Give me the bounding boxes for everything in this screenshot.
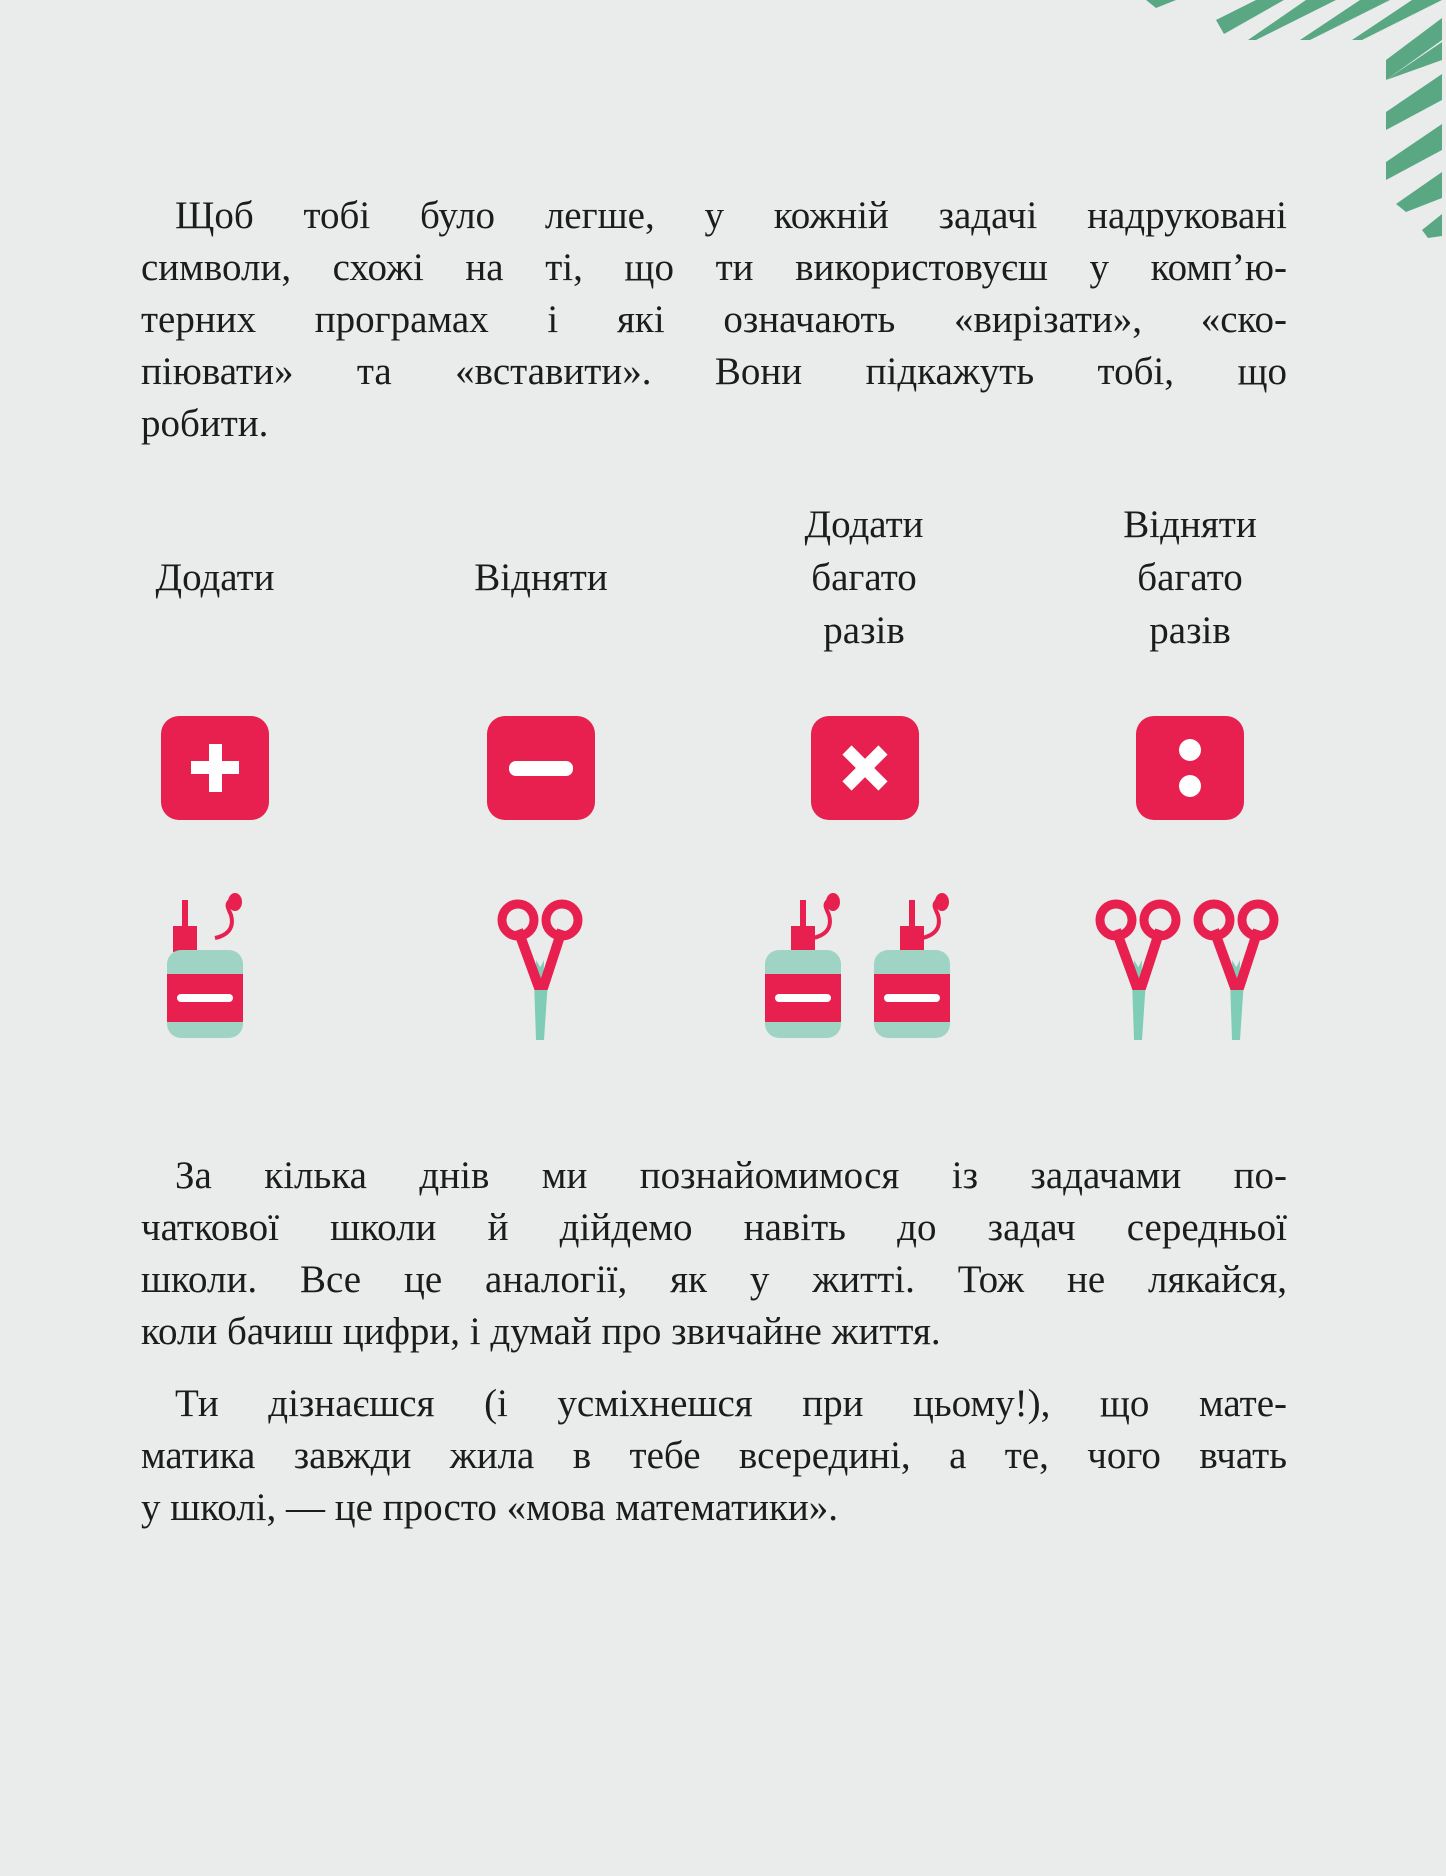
scissors-icon: [1192, 890, 1282, 1040]
glue-bottle-icon: [165, 890, 275, 1040]
label-line: Відняти: [1123, 503, 1257, 546]
label-line: разів: [823, 609, 905, 652]
text-line: За кілька днів ми познайомимося із задачами по-: [175, 1154, 1287, 1197]
text-line: Щоб тобі було легше, у кожній задачі надруковані: [175, 194, 1287, 237]
scissors-icon: [496, 890, 586, 1040]
text-line: Ти дізнаєшся (і усміхнешся при цьому!), що мате-: [175, 1382, 1287, 1425]
label-subtract: [421, 551, 661, 604]
label-line: Відняти: [474, 556, 608, 599]
label-add: [95, 551, 335, 604]
text-line: коли бачиш цифри, і думай про звичайне життя.: [141, 1310, 941, 1353]
text-line: символи, схожі на ті, що ти використовуєш у комп’ю-: [141, 246, 1287, 289]
divide-icon: [1136, 716, 1244, 820]
glue-bottle-icon: [872, 890, 982, 1040]
multiply-icon: [811, 716, 919, 820]
text-line: піювати» та «вставити». Вони підкажуть тобі, що: [141, 350, 1287, 393]
scissors-icon: [1094, 890, 1184, 1040]
label-multiply: [744, 498, 984, 657]
text-line: робити.: [141, 402, 269, 445]
label-line: багато: [811, 556, 917, 599]
label-line: Додати: [804, 503, 924, 546]
label-line: Додати: [155, 556, 275, 599]
text-line: терних програмах і які означають «вирізати», «ско-: [141, 298, 1287, 341]
body-paragraph-2: [141, 1378, 1287, 1534]
intro-paragraph: [141, 190, 1287, 450]
text-line: матика завжди жила в тебе всередині, а те, чого вчать: [141, 1434, 1287, 1477]
label-line: багато: [1137, 556, 1243, 599]
text-line: школи. Все це аналогії, як у житті. Тож не лякайся,: [141, 1258, 1287, 1301]
body-paragraph-1: [141, 1150, 1287, 1358]
label-divide: [1070, 498, 1310, 657]
text-line: у школі, — це просто «мова математики».: [141, 1486, 839, 1529]
plus-icon: [161, 716, 269, 820]
text-line: чаткової школи й дійдемо навіть до задач середньої: [141, 1206, 1287, 1249]
glue-bottle-icon: [763, 890, 873, 1040]
minus-icon: [487, 716, 595, 820]
label-line: разів: [1149, 609, 1231, 652]
